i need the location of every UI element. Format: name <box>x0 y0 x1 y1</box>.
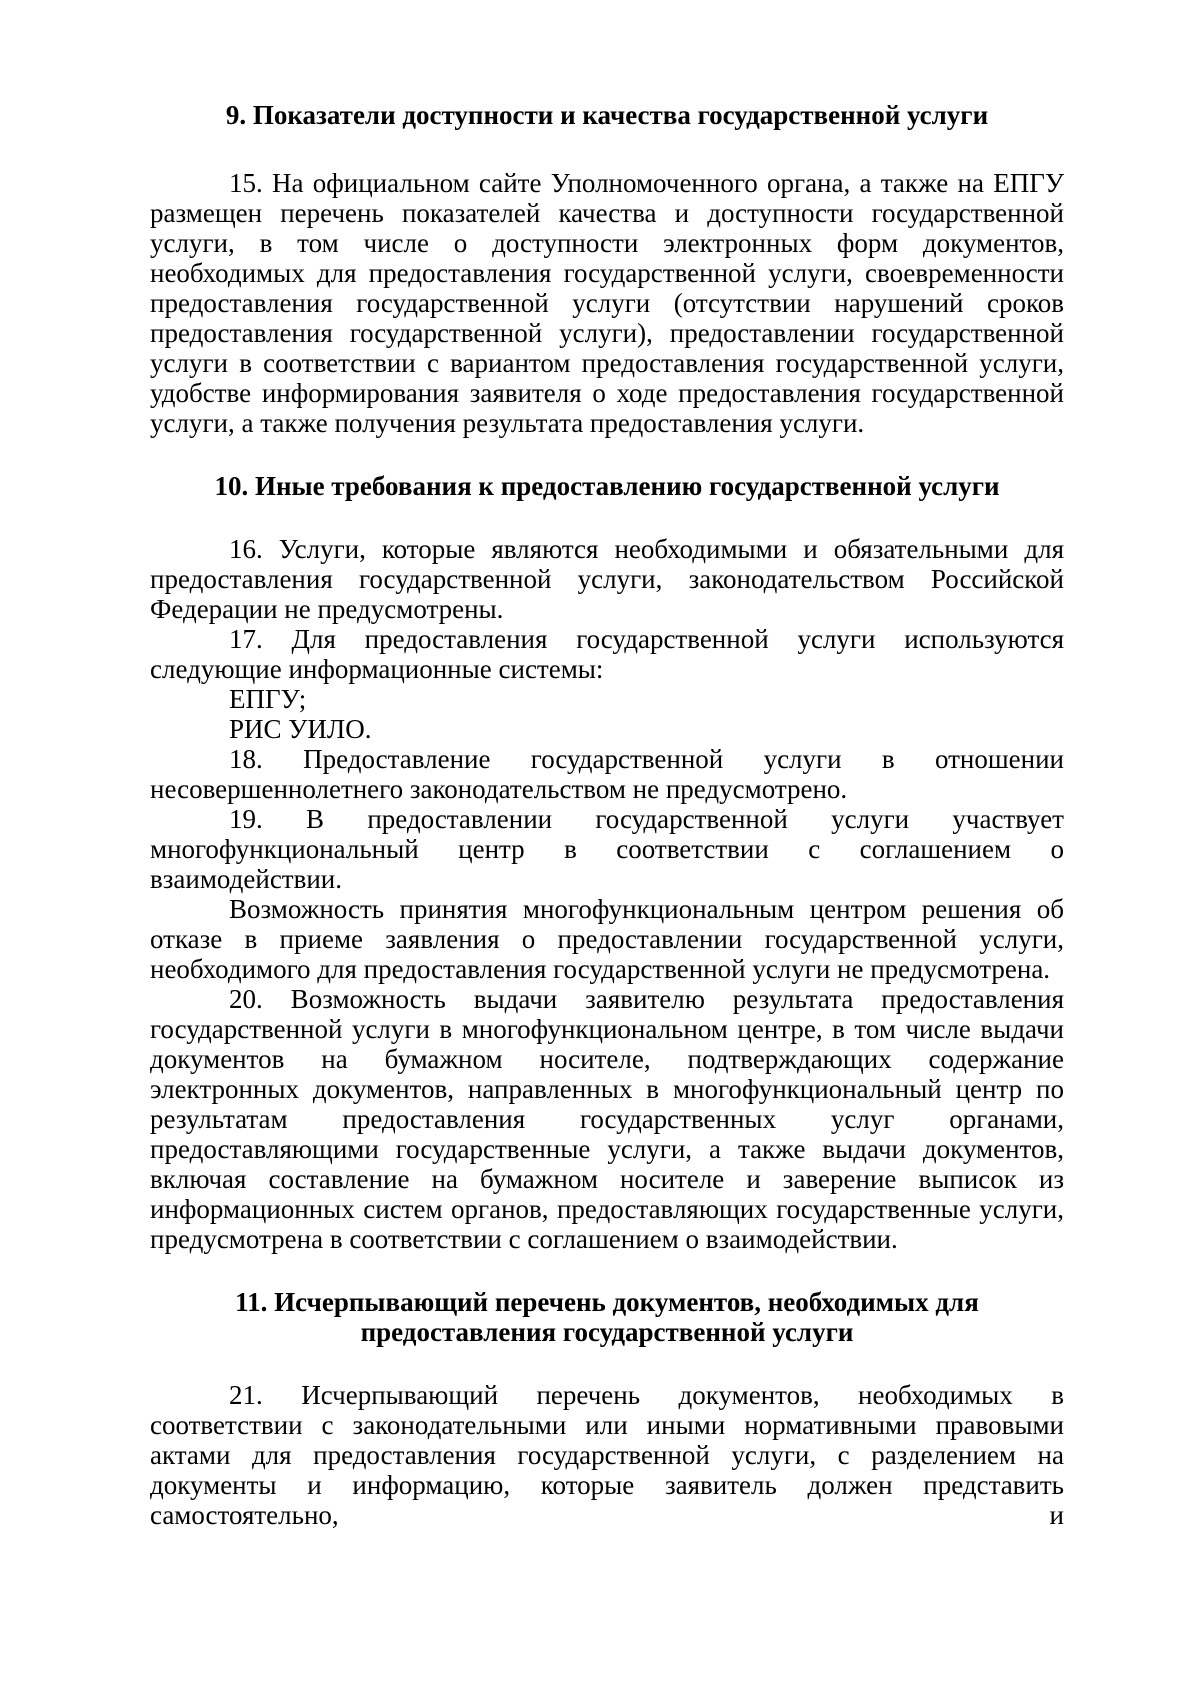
paragraph-17: 17. Для предоставления государственной услуги используются следующие информационные системы: <box>150 624 1064 684</box>
paragraph-15: 15. На официальном сайте Уполномоченного органа, а также на ЕПГУ размещен перечень показателей качества и доступности государственной услуги, в том числе о доступности электронных форм документов, необходимых для предоставления государственной услуги, своевременности предоставления государственной услуги (отсутствии нарушений сроков предоставления государственной услуги), предоставлении государственной услуги в соответствии с вариантом предоставления государственной услуги, удобстве информирования заявителя о ходе предоставления государственной услуги, а также получения результата предоставления услуги. <box>150 168 1064 438</box>
list-item-epgu: ЕПГУ; <box>229 684 307 714</box>
document-page <box>150 100 1064 1530</box>
paragraph-16: 16. Услуги, которые являются необходимыми и обязательными для предоставления государственной услуги, законодательством Российской Федерации не предусмотрены. <box>150 534 1064 624</box>
section-9-heading: 9. Показатели доступности и качества государственной услуги <box>225 100 989 130</box>
paragraph-19-continuation: Возможность принятия многофункциональным центром решения об отказе в приеме заявления о предоставлении государственной услуги, необходимого для предоставления государственной услуги не предусмотрена. <box>150 894 1064 984</box>
paragraph-19: 19. В предоставлении государственной услуги участвует многофункциональный центр в соответствии с соглашением о взаимодействии. <box>150 804 1064 894</box>
section-10-heading: 10. Иные требования к предоставлению государственной услуги <box>214 471 1000 501</box>
paragraph-20: 20. Возможность выдачи заявителю результата предоставления государственной услуги в многофункциональном центре, в том числе выдачи документов на бумажном носителе, подтверждающих содержание электронных документов, направленных в многофункциональный центр по результатам предоставления государственных услуг органами, предоставляющими государственные услуги, а также выдачи документов, включая составление на бумажном носителе и заверение выписок из информационных систем органов, предоставляющих государственные услуги, предусмотрена в соответствии с соглашением о взаимодействии. <box>150 984 1064 1254</box>
section-11-heading: 11. Исчерпывающий перечень документов, необходимых для предоставления государственной услуги <box>235 1287 979 1347</box>
paragraph-18: 18. Предоставление государственной услуги в отношении несовершеннолетнего законодательством не предусмотрено. <box>150 744 1064 804</box>
list-item-ris-uilo: РИС УИЛО. <box>229 714 372 744</box>
paragraph-21: 21. Исчерпывающий перечень документов, необходимых в соответствии с законодательными или иными нормативными правовыми актами для предоставления государственной услуги, с разделением на документы и информацию, которые заявитель должен представить самостоятельно, и <box>150 1380 1064 1530</box>
